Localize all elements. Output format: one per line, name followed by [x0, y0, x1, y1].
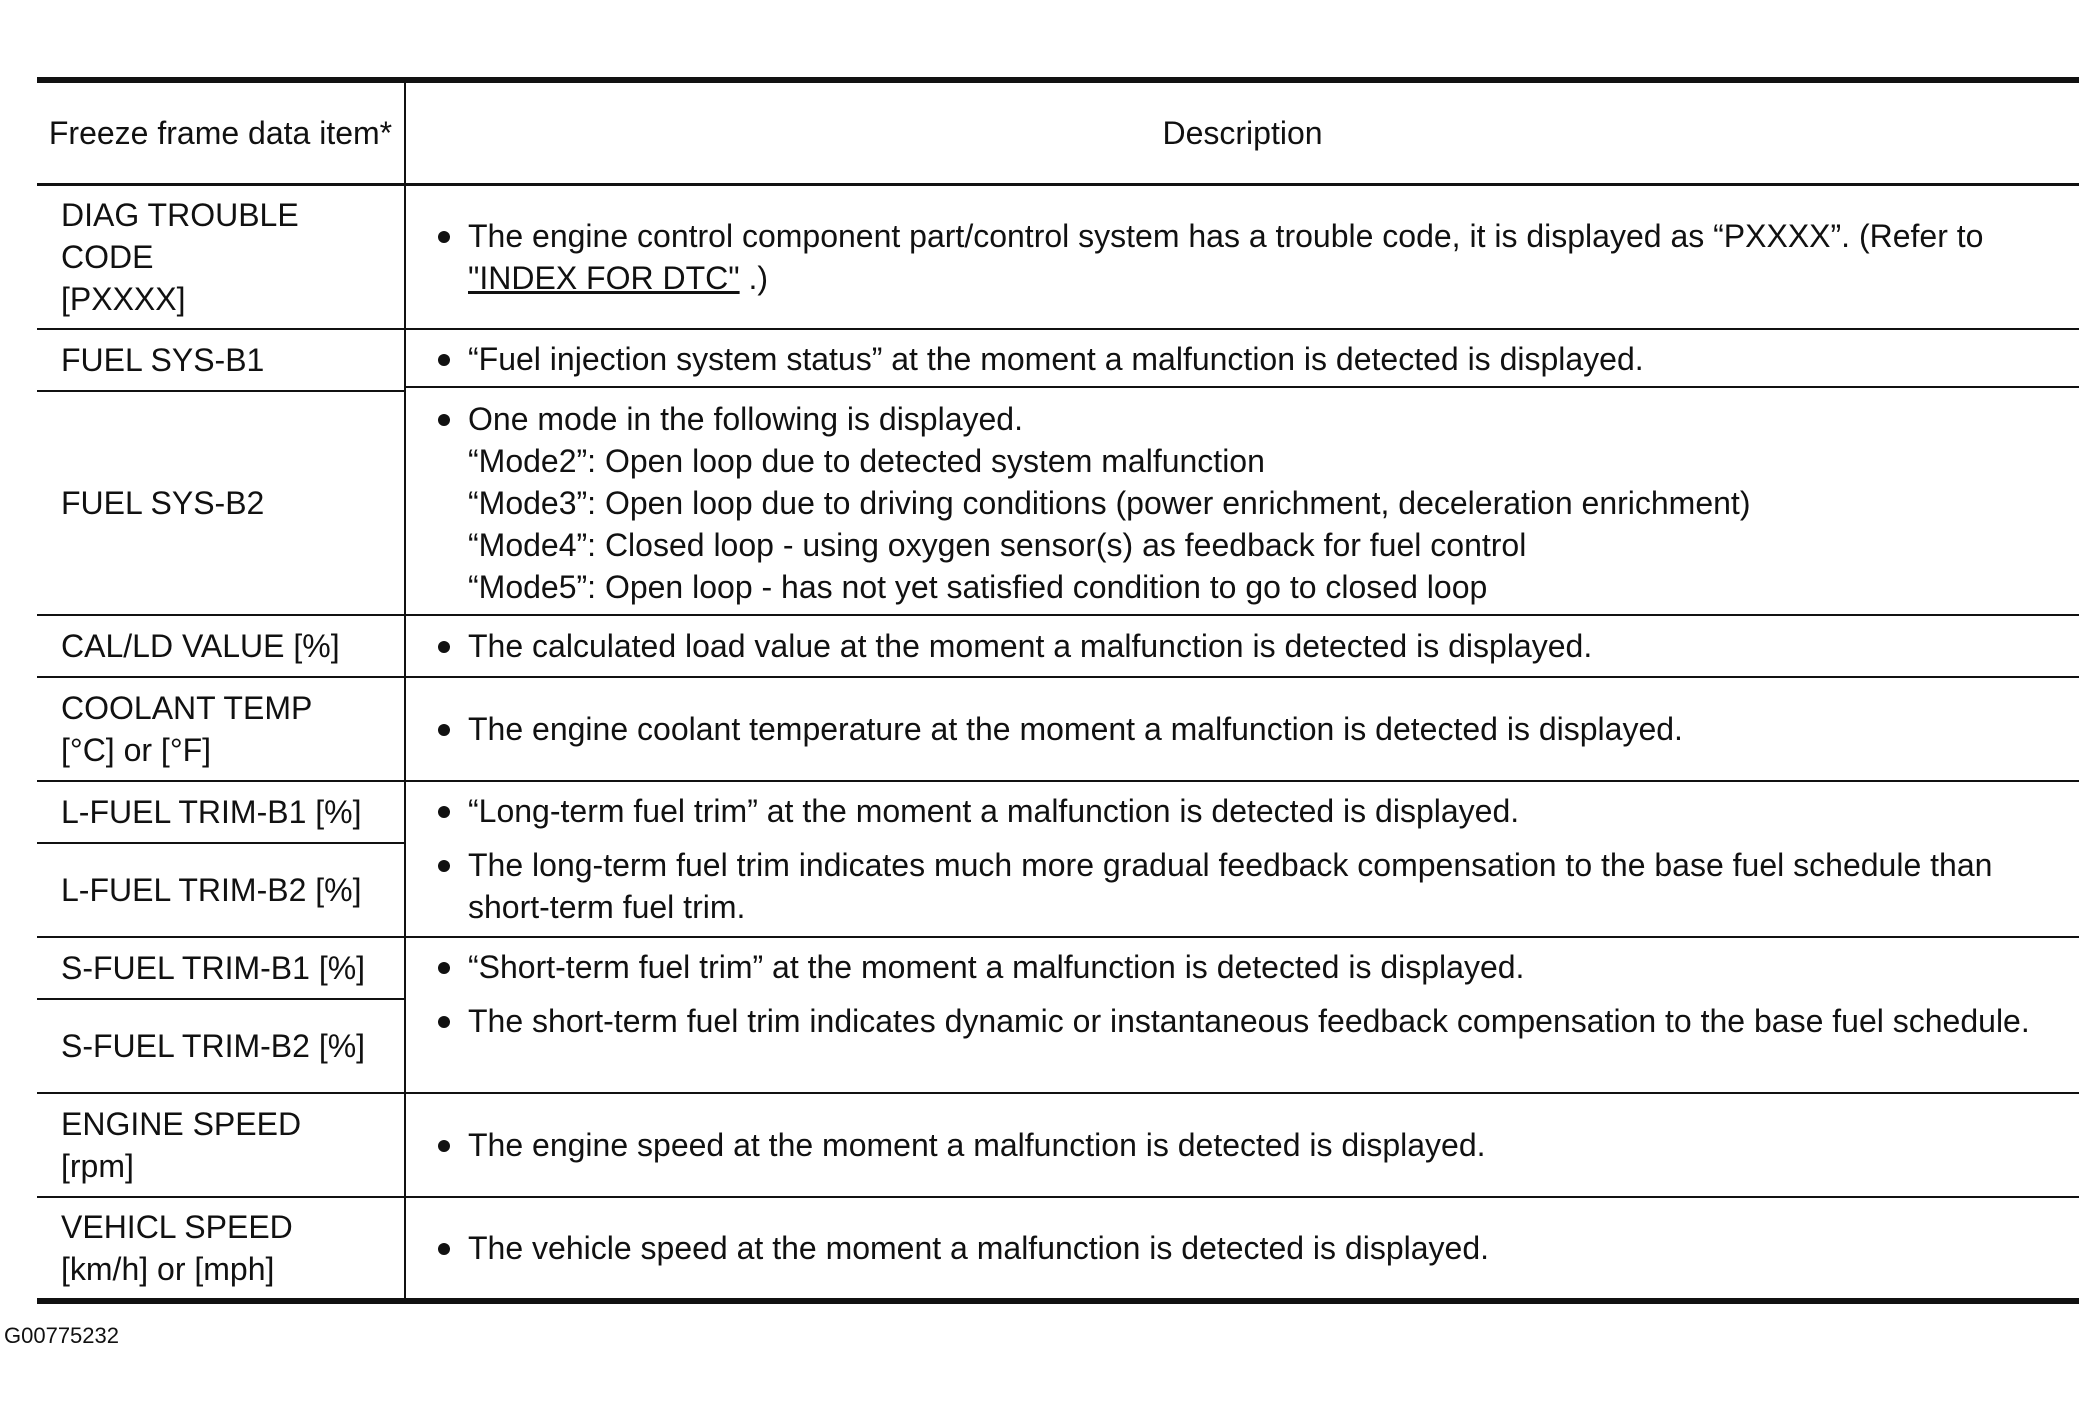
description-text: One mode in the following is displayed. — [468, 400, 1023, 437]
description-cell — [405, 937, 2079, 1093]
table-header-row — [37, 80, 2079, 185]
bullet-item — [438, 398, 2063, 608]
item-label: [km/h] or [mph] — [61, 1250, 275, 1287]
item-label: [rpm] — [61, 1147, 134, 1184]
item-label: DIAG TROUBLE — [61, 196, 299, 233]
bullet-icon — [438, 641, 450, 653]
table-row — [37, 781, 2079, 843]
table-row — [37, 185, 2079, 329]
bullet-icon — [438, 354, 450, 366]
description-text: “Short-term fuel trim” at the moment a malfunction is detected is displayed. — [468, 948, 1525, 985]
bullet-icon — [438, 231, 450, 243]
description-text: “Fuel injection system status” at the moment a malfunction is detected is displayed. — [468, 340, 1644, 377]
bullet-icon — [438, 414, 450, 426]
table-row — [37, 615, 2079, 677]
item-cell: FUEL SYS-B2 — [37, 391, 405, 615]
bullet-item — [438, 708, 2063, 750]
item-cell: L-FUEL TRIM-B1 [%] — [37, 781, 405, 843]
freeze-frame-table — [37, 77, 2079, 1304]
item-label: CODE — [61, 238, 154, 275]
table-row — [37, 1093, 2079, 1197]
description-text: The engine speed at the moment a malfunction is detected is displayed. — [468, 1126, 1486, 1163]
item-cell: S-FUEL TRIM-B1 [%] — [37, 937, 405, 999]
description-cell — [405, 329, 2079, 615]
item-cell: CAL/LD VALUE [%] — [37, 615, 405, 677]
table-row — [37, 677, 2079, 781]
description-text: The short-term fuel trim indicates dynamic or instantaneous feedback compensation to the base fuel schedule. — [468, 1002, 2030, 1039]
bullet-icon — [438, 724, 450, 736]
mode-item: “Mode3”: Open loop due to driving conditions (power enrichment, deceleration enrichment) — [468, 484, 1751, 521]
item-cell: FUEL SYS-B1 — [37, 329, 405, 391]
bullet-icon — [438, 962, 450, 974]
table-row — [37, 1197, 2079, 1301]
bullet-item — [438, 946, 2063, 988]
mode-item: “Mode4”: Closed loop - using oxygen sensor(s) as feedback for fuel control — [468, 526, 1527, 563]
item-cell — [37, 677, 405, 781]
description-text: The engine coolant temperature at the moment a malfunction is detected is displayed. — [468, 710, 1683, 747]
description-text: .) — [739, 259, 769, 296]
table-row — [37, 329, 2079, 391]
description-text: The engine control component part/control system has a trouble code, it is displayed as “PXXXX”. (Refer to — [468, 217, 1984, 254]
description-cell — [405, 781, 2079, 937]
header-description: Description — [405, 80, 2079, 185]
figure-id: G00775232 — [4, 1323, 119, 1348]
bullet-item — [438, 625, 2063, 667]
description-cell — [405, 615, 2079, 677]
item-label: [PXXXX] — [61, 280, 186, 317]
description-text: “Long-term fuel trim” at the moment a malfunction is detected is displayed. — [468, 792, 1520, 829]
bullet-icon — [438, 1016, 450, 1028]
item-cell — [37, 185, 405, 329]
bullet-icon — [438, 806, 450, 818]
item-cell — [37, 1093, 405, 1197]
bullet-item — [438, 844, 2063, 928]
item-cell — [37, 1197, 405, 1301]
bullet-item — [438, 1000, 2063, 1042]
mode-item: “Mode2”: Open loop due to detected system malfunction — [468, 442, 1265, 479]
bullet-icon — [438, 860, 450, 872]
bullet-item — [438, 338, 2063, 380]
description-cell — [405, 1093, 2079, 1197]
item-cell: L-FUEL TRIM-B2 [%] — [37, 843, 405, 937]
bullet-item — [438, 1227, 2063, 1269]
description-cell — [405, 677, 2079, 781]
description-cell — [405, 1197, 2079, 1301]
description-cell — [405, 185, 2079, 329]
description-text: The calculated load value at the moment a malfunction is detected is displayed. — [468, 627, 1593, 664]
item-label: [°C] or [°F] — [61, 731, 212, 768]
bullet-icon — [438, 1243, 450, 1255]
item-cell: S-FUEL TRIM-B2 [%] — [37, 999, 405, 1093]
bullet-item — [438, 215, 2063, 299]
table-row — [37, 937, 2079, 999]
header-item: Freeze frame data item* — [37, 80, 405, 185]
index-for-dtc-link[interactable]: "INDEX FOR DTC" — [468, 259, 740, 296]
item-label: VEHICL SPEED — [61, 1208, 293, 1245]
bullet-item — [438, 790, 2063, 832]
mode-item: “Mode5”: Open loop - has not yet satisfied condition to go to closed loop — [468, 568, 1488, 605]
item-label: ENGINE SPEED — [61, 1105, 302, 1142]
description-text: The long-term fuel trim indicates much more gradual feedback compensation to the base fuel schedule than short-term fuel trim. — [468, 846, 1993, 925]
bullet-item — [438, 1124, 2063, 1166]
bullet-icon — [438, 1140, 450, 1152]
item-label: COOLANT TEMP — [61, 689, 313, 726]
description-text: The vehicle speed at the moment a malfunction is detected is displayed. — [468, 1229, 1490, 1266]
